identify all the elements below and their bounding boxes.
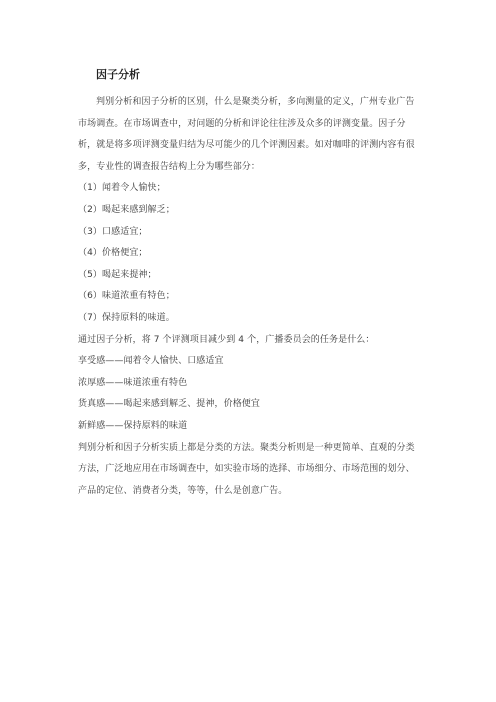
list-item: （4）价格便宜； xyxy=(78,248,148,259)
factor-item: 浓厚感——味道浓重有特色 xyxy=(78,377,188,388)
factor-item: 享受感——闻着令人愉快、口感适宜 xyxy=(78,356,224,367)
list-item: （1）闻着令人愉快； xyxy=(78,183,166,194)
factor-item: 新鲜感——保持原料的味道 xyxy=(78,420,188,431)
intro-paragraph: 判别分析和因子分析的区别，什么是聚类分析，多向测量的定义，广州专业广告市场调查。在市场调查中，对问题的分析和评论往往涉及众多的评测变量。因子分析，就是将多项评测变量归结为尽可能少的几个评测因素。如对咖啡的评测内容有很多，专业性的调查报告结构上分为哪些部分： xyxy=(78,97,415,172)
document-body xyxy=(78,92,420,502)
transition-sentence: 通过因子分析，将 7 个评测项目减少到 4 个，广播委员会的任务是什么： xyxy=(78,334,375,345)
factor-item: 货真感——喝起来感到解乏、提神，价格便宜 xyxy=(78,399,261,410)
conclusion-paragraph: 判别分析和因子分析实质上都是分类的方法。聚类分析则是一种更简单、直观的分类方法，广泛地应用在市场调查中，如实验市场的选择、市场细分、市场范围的划分、产品的定位、消费者分类，等等，什么是创意广告。 xyxy=(78,442,415,496)
list-item: （5）喝起来提神； xyxy=(78,269,157,280)
document-title: 因子分析 xyxy=(96,68,140,81)
list-item: （7）保持原料的味道。 xyxy=(78,312,175,323)
list-item: （3）口感适宜； xyxy=(78,226,148,237)
list-item: （2）喝起来感到解乏； xyxy=(78,204,175,215)
list-item: （6）味道浓重有特色； xyxy=(78,291,175,302)
